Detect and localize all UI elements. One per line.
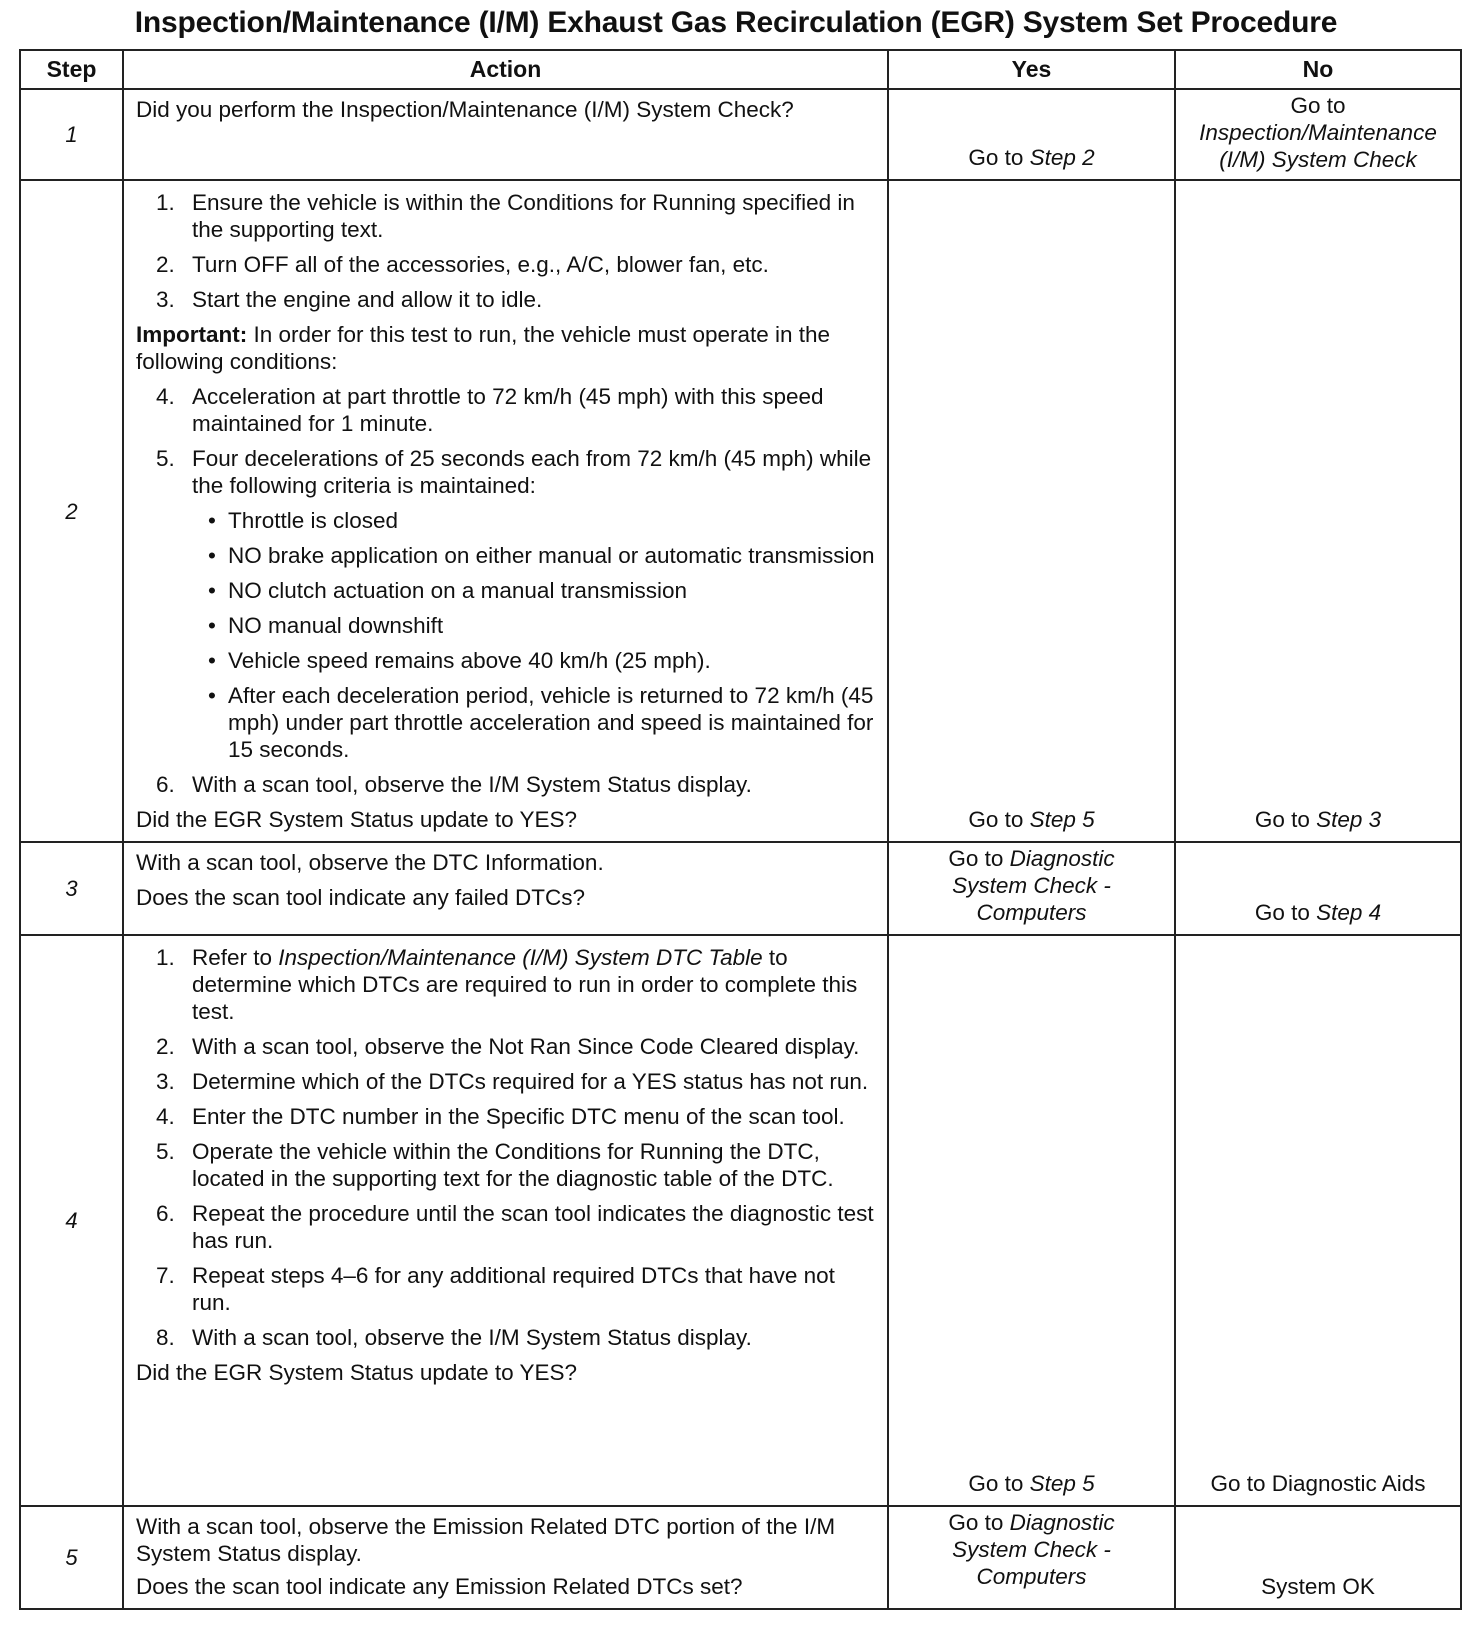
procedure-link[interactable]: Diagnostic System Check - Computers	[952, 846, 1115, 925]
list-item: 1. Refer to Inspection/Maintenance (I/M) System DTC Table to determine which DTCs are required to run in order to complete this test.	[156, 945, 858, 1024]
no-cell	[1175, 89, 1461, 180]
question-text: Did you perform the Inspection/Maintenance (I/M) System Check?	[136, 97, 794, 122]
no-cell	[1175, 935, 1461, 1506]
question-text: Did the EGR System Status update to YES?	[136, 1360, 578, 1385]
question-text: Does the scan tool indicate any Emission Related DTCs set?	[136, 1574, 743, 1599]
list-item: 4. Acceleration at part throttle to 72 km/h (45 mph) with this speed maintained for 1 minute.	[156, 384, 824, 436]
bullet-item: • NO manual downshift	[208, 613, 444, 638]
table-row	[20, 1506, 1461, 1609]
procedure-link[interactable]: Inspection/Maintenance (I/M) System DTC Table	[278, 945, 763, 970]
step-link[interactable]: Step 3	[1316, 807, 1382, 832]
bullet-item: • Vehicle speed remains above 40 km/h (25 mph).	[208, 648, 711, 673]
step-number: 1	[20, 89, 123, 180]
step-link[interactable]: Step 4	[1316, 900, 1382, 925]
list-item: 3. Start the engine and allow it to idle.	[156, 287, 543, 312]
list-item: 5. Operate the vehicle within the Conditions for Running the DTC, located in the supporting text for the diagnostic table of the DTC.	[156, 1139, 834, 1191]
action-list	[136, 383, 877, 499]
bullet-item: • After each deceleration period, vehicle is returned to 72 km/h (45 mph) under part throttle acceleration and speed is maintained for 15 seconds.	[208, 683, 874, 762]
list-item: 6. With a scan tool, observe the I/M System Status display.	[156, 772, 752, 797]
yes-cell	[888, 89, 1175, 180]
action-text: With a scan tool, observe the DTC Information.	[136, 850, 604, 875]
list-item: 7. Repeat steps 4–6 for any additional required DTCs that have not run.	[156, 1263, 835, 1315]
step-link[interactable]: Step 5	[1029, 807, 1095, 832]
list-item: 4. Enter the DTC number in the Specific DTC menu of the scan tool.	[156, 1104, 845, 1129]
header-action: Action	[123, 50, 888, 89]
action-cell	[123, 1506, 888, 1609]
no-result[interactable]: Go to Inspection/Maintenance (I/M) System Check	[1176, 90, 1460, 173]
list-item: 2. With a scan tool, observe the Not Ran Since Code Cleared display.	[156, 1034, 860, 1059]
step-number: 3	[20, 842, 123, 935]
step-link[interactable]: Step 2	[1029, 145, 1095, 170]
table-row	[20, 180, 1461, 842]
step-number: 4	[20, 935, 123, 1506]
yes-cell	[888, 935, 1175, 1506]
list-item: 5. Four decelerations of 25 seconds each from 72 km/h (45 mph) while the following criteria is maintained:	[156, 446, 872, 498]
yes-cell	[888, 842, 1175, 935]
step-number: 2	[20, 180, 123, 842]
action-cell	[123, 180, 888, 842]
action-cell	[123, 935, 888, 1506]
no-result[interactable]: Go to Diagnostic Aids	[1210, 1471, 1426, 1496]
yes-result[interactable]: Go to Step 5	[968, 807, 1095, 832]
important-note: Important: In order for this test to run, the vehicle must operate in the following conditions:	[136, 322, 831, 374]
no-result[interactable]: System OK	[1261, 1574, 1375, 1599]
yes-result[interactable]: Go to Diagnostic System Check - Computers	[948, 1510, 1115, 1589]
list-item: 1. Ensure the vehicle is within the Conditions for Running specified in the supporting text.	[156, 190, 855, 242]
procedure-link[interactable]: Diagnostic System Check - Computers	[952, 1510, 1115, 1589]
header-step: Step	[20, 50, 123, 89]
action-list	[136, 944, 877, 1351]
action-list	[136, 189, 877, 313]
table-row	[20, 842, 1461, 935]
yes-cell	[888, 1506, 1175, 1609]
yes-result[interactable]: Go to Diagnostic System Check - Computers	[948, 846, 1115, 925]
action-cell	[123, 89, 888, 180]
no-result[interactable]: Go to Step 3	[1254, 807, 1382, 832]
action-list	[136, 771, 877, 798]
no-result[interactable]: Go to Step 4	[1254, 900, 1382, 925]
table-row	[20, 89, 1461, 180]
header-no: No	[1175, 50, 1461, 89]
list-item: 6. Repeat the procedure until the scan tool indicates the diagnostic test has run.	[156, 1201, 874, 1253]
no-cell	[1175, 842, 1461, 935]
step-number: 5	[20, 1506, 123, 1609]
table-row	[20, 935, 1461, 1506]
question-text: Did the EGR System Status update to YES?	[136, 807, 578, 832]
page-title: Inspection/Maintenance (I/M) Exhaust Gas Recirculation (EGR) System Set Procedure	[134, 6, 1338, 39]
list-item: 2. Turn OFF all of the accessories, e.g., A/C, blower fan, etc.	[156, 252, 769, 277]
no-cell	[1175, 1506, 1461, 1609]
yes-cell	[888, 180, 1175, 842]
no-cell	[1175, 180, 1461, 842]
list-item: 8. With a scan tool, observe the I/M System Status display.	[156, 1325, 752, 1350]
procedure-table	[19, 49, 1462, 1610]
bullet-item: • NO brake application on either manual or automatic transmission	[208, 543, 875, 568]
criteria-list	[136, 507, 877, 763]
table-header-row	[20, 50, 1461, 89]
yes-result[interactable]: Go to Step 2	[968, 145, 1095, 170]
bullet-item: • Throttle is closed	[208, 508, 399, 533]
action-cell	[123, 842, 888, 935]
action-text: With a scan tool, observe the Emission Related DTC portion of the I/M System Status display.	[136, 1514, 836, 1566]
header-yes: Yes	[888, 50, 1175, 89]
list-item: 3. Determine which of the DTCs required for a YES status has not run.	[156, 1069, 869, 1094]
procedure-link[interactable]: Inspection/Maintenance (I/M) System Check	[1199, 120, 1437, 172]
question-text: Does the scan tool indicate any failed DTCs?	[136, 885, 585, 910]
yes-result[interactable]: Go to Step 5	[968, 1471, 1095, 1496]
step-link[interactable]: Step 5	[1029, 1471, 1095, 1496]
bullet-item: • NO clutch actuation on a manual transmission	[208, 578, 687, 603]
